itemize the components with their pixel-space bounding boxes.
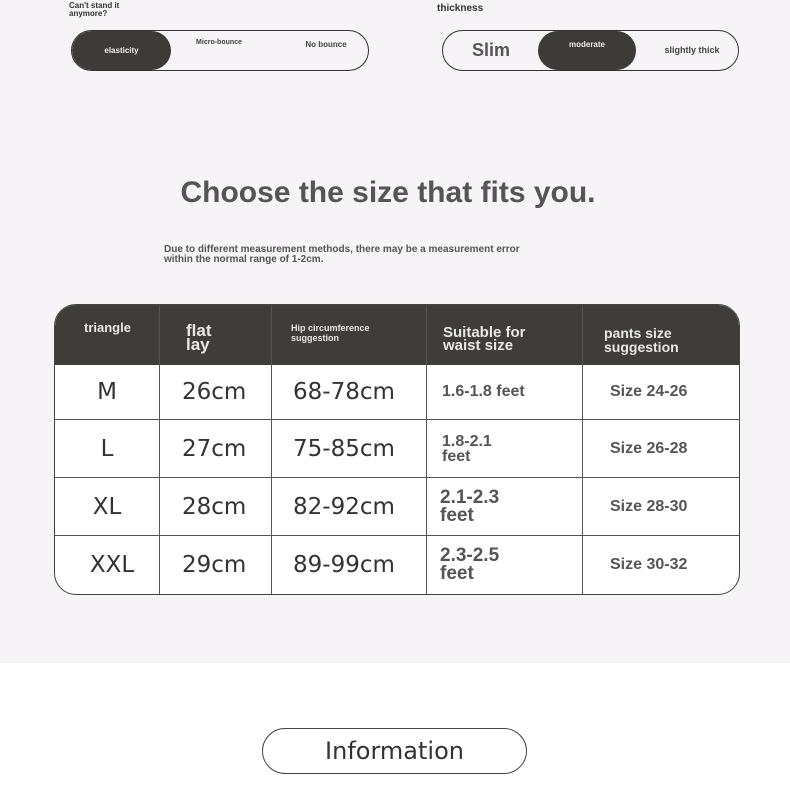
column-divider	[271, 305, 272, 594]
page-title: Choose the size that fits you.	[180, 176, 596, 209]
header-hip-circumference: Hip circumference suggestion	[291, 323, 370, 343]
cell-pants-size: Size 26-28	[610, 439, 688, 457]
size-chart-table	[54, 304, 740, 595]
header-triangle: triangle	[84, 320, 131, 335]
cell-hip: 89-99cm	[293, 552, 395, 578]
cell-waist: 1.6-1.8 feet	[442, 383, 525, 400]
cell-pants-size: Size 28-30	[610, 497, 688, 515]
cell-flat-lay: 28cm	[182, 493, 247, 520]
cell-flat-lay: 29cm	[182, 552, 247, 578]
cell-size: XL	[92, 493, 122, 520]
cell-waist: 2.1-2.3 feet	[440, 486, 500, 526]
cell-flat-lay: 27cm	[182, 435, 247, 462]
cell-pants-size: Size 24-26	[610, 383, 688, 400]
elasticity-option-elasticity[interactable]: elasticity	[72, 31, 171, 70]
thickness-option-slim[interactable]: Slim	[471, 40, 510, 60]
thickness-label: thickness	[437, 3, 484, 14]
header-pants-size: pants size suggestion	[604, 325, 679, 355]
thickness-selector[interactable]	[442, 30, 739, 71]
cell-size: XXL	[89, 552, 135, 578]
thickness-option-moderate[interactable]: moderate	[538, 31, 636, 70]
measurement-note: Due to different measurement methods, there may be a measurement error within the normal range of 1-2cm.	[164, 244, 520, 265]
cell-waist: 2.3-2.5 feet	[440, 545, 500, 584]
elasticity-option-no-bounce[interactable]: No bounce	[305, 40, 347, 49]
elasticity-question: Can't stand it anymore?	[69, 1, 120, 18]
header-flat-lay: flat lay	[186, 321, 212, 354]
column-divider	[426, 305, 427, 594]
cell-size: L	[100, 435, 114, 462]
cell-flat-lay: 26cm	[182, 379, 247, 405]
column-divider	[582, 305, 583, 594]
cell-hip: 68-78cm	[293, 379, 395, 405]
thickness-option-slightly-thick[interactable]: slightly thick	[664, 45, 720, 55]
header-waist-size: Suitable for waist size	[443, 324, 526, 354]
cell-hip: 82-92cm	[293, 493, 395, 520]
elasticity-selector[interactable]	[71, 30, 369, 71]
information-button[interactable]: Information	[262, 728, 527, 774]
elasticity-option-micro-bounce[interactable]: Micro-bounce	[196, 39, 242, 46]
cell-hip: 75-85cm	[293, 435, 395, 462]
cell-size: M	[97, 379, 117, 405]
cell-waist: 1.8-2.1 feet	[442, 432, 492, 465]
cell-pants-size: Size 30-32	[610, 556, 688, 573]
